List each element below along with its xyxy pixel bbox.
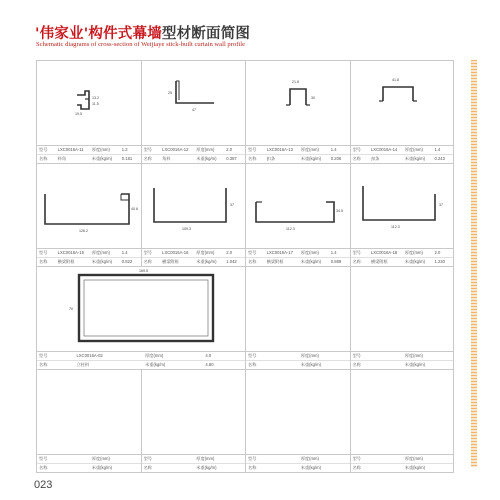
dim-label: 34.5 [336, 209, 343, 213]
model-label: 型号 [143, 250, 152, 255]
thickness-value: 4.0 [205, 353, 212, 358]
thickness-label: 厚度(mm) [91, 147, 110, 152]
spec-table [351, 248, 454, 266]
dim-label: 11.5 [92, 102, 99, 106]
name-label: 名称 [39, 259, 48, 264]
model-label: 型号 [248, 250, 257, 255]
profile-drawing [37, 61, 141, 145]
model-value [265, 455, 299, 463]
model-value: LXC0016A-11 [57, 147, 84, 152]
weight-label: 米重(kg/m) [300, 156, 322, 161]
dim-label: 30 [311, 96, 315, 100]
thickness-label: 厚度(mm) [404, 456, 423, 461]
thickness-value [432, 352, 453, 360]
weight-label: 米重(kg/m) [196, 259, 217, 264]
thickness-label: 厚度(mm) [145, 353, 164, 358]
name-label: 名称 [352, 156, 361, 161]
model-value: LXC0016A-18 [370, 250, 398, 255]
profile-drawing [246, 164, 350, 248]
model-label: 型号 [248, 353, 257, 358]
thickness-value [224, 455, 245, 463]
thickness-value [329, 352, 350, 360]
profile-drawing [351, 61, 454, 145]
profile-section-svg [37, 61, 141, 145]
name-label: 名称 [143, 259, 152, 264]
spec-table [142, 248, 246, 266]
weight-label: 米重(kg/m) [300, 259, 322, 264]
thickness-value [120, 455, 141, 463]
weight-value: 1.042 [226, 259, 237, 264]
profile-drawing [246, 61, 350, 145]
spec-table [246, 351, 350, 369]
profile-section-svg [351, 164, 455, 248]
model-label: 型号 [352, 456, 361, 461]
thickness-label: 厚度(mm) [91, 250, 110, 255]
weight-value [224, 464, 245, 472]
spec-table [246, 145, 350, 163]
profile-drawing [37, 370, 141, 454]
weight-value [432, 361, 453, 369]
decorative-side-strip [471, 60, 477, 467]
thickness-value: 2.0 [226, 147, 233, 152]
thickness-value: 1.2 [121, 147, 128, 152]
profile-card [36, 61, 141, 163]
profile-card [245, 61, 350, 163]
title-red-part: 构件式幕墙 [88, 26, 162, 42]
spec-table [37, 351, 245, 369]
name-label: 名称 [352, 259, 361, 264]
model-label: 型号 [248, 456, 257, 461]
profile-card-empty [245, 370, 350, 472]
spec-table [351, 454, 454, 472]
spec-table [246, 248, 350, 266]
model-label: 型号 [39, 147, 48, 152]
name-label: 名称 [39, 362, 48, 367]
profile-row-3 [36, 266, 454, 369]
model-label: 型号 [39, 250, 48, 255]
model-value: LXC0016A-02 [76, 353, 103, 358]
model-label: 型号 [143, 456, 152, 461]
name-label: 名称 [39, 156, 48, 161]
column-outer-wall [79, 275, 213, 341]
weight-label: 米重(kg/m) [145, 362, 166, 367]
model-value [160, 455, 194, 463]
thickness-label: 厚度(mm) [196, 456, 215, 461]
profile-section-svg [246, 61, 350, 145]
profile-section-svg [142, 61, 246, 145]
model-label: 型号 [143, 147, 152, 152]
thickness-value: 2.0 [226, 250, 233, 255]
name-value: 横梁附框 [266, 259, 284, 264]
dim-label: 109.3 [181, 227, 191, 231]
model-value: LXC0016A-17 [266, 250, 293, 255]
profile-row-2 [36, 163, 454, 266]
thickness-value: 1.4 [330, 250, 337, 255]
dim-label: 41.8 [391, 78, 399, 82]
name-value [369, 361, 403, 369]
title-brand: '伟家业' [35, 26, 89, 42]
profile-card [141, 164, 246, 266]
profile-card [36, 267, 245, 369]
name-label: 名称 [248, 259, 257, 264]
name-value [369, 464, 403, 472]
spec-table [351, 145, 454, 163]
thickness-label: 厚度(mm) [300, 250, 319, 255]
profile-drawing [351, 267, 454, 351]
weight-label: 米重(kg/m) [404, 465, 425, 470]
weight-value [120, 464, 141, 472]
spec-table [351, 351, 454, 369]
thickness-label: 厚度(mm) [196, 250, 215, 255]
thickness-value [432, 455, 453, 463]
model-value [56, 455, 90, 463]
name-value: 横梁附框 [370, 259, 388, 264]
name-label: 名称 [248, 156, 257, 161]
profile-row-1 [36, 60, 454, 163]
model-label: 型号 [248, 147, 257, 152]
dim-label: 37 [438, 203, 443, 207]
dim-label: 47 [191, 108, 196, 112]
profile-section-svg [142, 164, 246, 248]
dim-label: 21.8 [292, 80, 299, 84]
profile-section-svg [351, 61, 455, 145]
profile-drawing [142, 61, 246, 145]
name-label: 名称 [352, 465, 361, 470]
weight-label: 米重(kg/m) [300, 465, 322, 470]
profile-drawing [142, 370, 246, 454]
dim-label: 70 [69, 307, 73, 311]
name-value: 横梁附框 [162, 259, 179, 264]
profile-drawing [351, 370, 454, 454]
dim-label: 19.5 [75, 112, 82, 116]
dim-label: 13.2 [92, 96, 99, 100]
name-value: 扣条 [266, 156, 276, 161]
dim-label: 40.6 [131, 207, 138, 211]
weight-value [329, 464, 350, 472]
spec-table [37, 145, 141, 163]
spec-table [37, 248, 141, 266]
thickness-label: 厚度(mm) [404, 250, 423, 255]
profile-card-empty [350, 267, 455, 369]
dim-label: 169.5 [139, 269, 148, 273]
weight-label: 米重(kg/m) [91, 465, 113, 470]
model-value [265, 352, 299, 360]
name-label: 名称 [143, 156, 152, 161]
model-value: LXC0016A-14 [370, 147, 398, 152]
thickness-value: 1.4 [434, 147, 441, 152]
profile-card [36, 164, 141, 266]
spec-table [246, 454, 350, 472]
page-subtitle: Schematic diagrams of cross-section of Weijiaye stick-built curtain wall profile [36, 41, 246, 48]
name-value [265, 464, 299, 472]
name-value: 横梁附框 [57, 259, 75, 264]
weight-value: 0.181 [121, 156, 133, 161]
weight-value: 0.822 [121, 259, 133, 264]
profile-section-svg [246, 164, 350, 248]
name-value [160, 464, 194, 472]
profile-card-empty [141, 370, 246, 472]
weight-value: 4.80 [205, 362, 214, 367]
name-label: 名称 [143, 465, 152, 470]
profile-card [245, 164, 350, 266]
profile-card [350, 164, 455, 266]
model-value: LXC0016A-16 [162, 250, 189, 255]
weight-value: 0.387 [226, 156, 237, 161]
spec-table [142, 145, 246, 163]
column-inner-wall [84, 280, 208, 336]
weight-value [329, 361, 350, 369]
profile-section-svg [37, 267, 245, 351]
weight-label: 米重(kg/m) [300, 362, 322, 367]
dim-label: 112.3 [390, 225, 400, 229]
page-number: 023 [34, 479, 53, 491]
profile-row-4 [36, 369, 454, 473]
spec-table [142, 454, 246, 472]
profile-grid [36, 60, 454, 473]
thickness-value [329, 455, 350, 463]
weight-label: 米重(kg/m) [91, 259, 113, 264]
model-value: LXC0016A-12 [162, 147, 189, 152]
name-value [56, 464, 90, 472]
dim-label: 112.3 [286, 227, 295, 231]
profile-drawing [142, 164, 246, 248]
name-value: 扣条 [370, 156, 380, 161]
page-title [35, 22, 250, 43]
model-value [369, 455, 403, 463]
thickness-label: 厚度(mm) [300, 456, 319, 461]
model-label: 型号 [39, 353, 48, 358]
dim-label: 37 [229, 203, 234, 207]
profile-drawing [246, 370, 350, 454]
weight-value [432, 464, 453, 472]
weight-label: 米重(kg/m) [404, 156, 425, 161]
weight-value: 0.206 [330, 156, 342, 161]
weight-value: 0.869 [330, 259, 342, 264]
name-label: 名称 [352, 362, 361, 367]
profile-drawing [37, 267, 245, 351]
profile-drawing [246, 267, 350, 351]
thickness-value: 1.4 [330, 147, 337, 152]
profile-card [350, 61, 455, 163]
model-label: 型号 [39, 456, 48, 461]
thickness-label: 厚度(mm) [91, 456, 110, 461]
weight-value: 1.230 [434, 259, 445, 264]
weight-value: 0.243 [434, 156, 445, 161]
title-dark-part: 型材断面简图 [161, 26, 251, 42]
model-label: 型号 [352, 353, 361, 358]
name-label: 名称 [248, 465, 257, 470]
profile-card [141, 61, 246, 163]
profile-drawing [351, 164, 454, 248]
profile-drawing [37, 164, 141, 248]
thickness-value: 2.0 [434, 250, 441, 255]
name-value: 料角 [57, 156, 67, 161]
dim-label: 25 [167, 91, 172, 95]
weight-label: 米重(kg/m) [404, 362, 425, 367]
model-value: LXC0016A-13 [266, 147, 293, 152]
name-value: 角料 [162, 156, 171, 161]
profile-card-empty [350, 370, 455, 472]
thickness-label: 厚度(mm) [300, 353, 319, 358]
name-value: 立柱料 [76, 362, 90, 367]
weight-label: 米重(kg/m) [91, 156, 113, 161]
model-label: 型号 [352, 147, 361, 152]
model-value: LXC0016A-15 [57, 250, 84, 255]
name-label: 名称 [248, 362, 257, 367]
profile-card-empty [245, 267, 350, 369]
thickness-label: 厚度(mm) [196, 147, 215, 152]
profile-section-svg [37, 164, 141, 248]
weight-label: 米重(kg/m) [404, 259, 425, 264]
dim-label: 126.2 [79, 229, 88, 233]
name-value [265, 361, 299, 369]
name-label: 名称 [39, 465, 48, 470]
model-label: 型号 [352, 250, 361, 255]
weight-label: 米重(kg/m) [196, 156, 217, 161]
thickness-label: 厚度(mm) [300, 147, 319, 152]
spec-table [37, 454, 141, 472]
thickness-label: 厚度(mm) [404, 353, 423, 358]
weight-label: 米重(kg/m) [196, 465, 217, 470]
model-value [369, 352, 403, 360]
thickness-label: 厚度(mm) [404, 147, 423, 152]
thickness-value: 1.4 [121, 250, 128, 255]
profile-card-empty [36, 370, 141, 472]
